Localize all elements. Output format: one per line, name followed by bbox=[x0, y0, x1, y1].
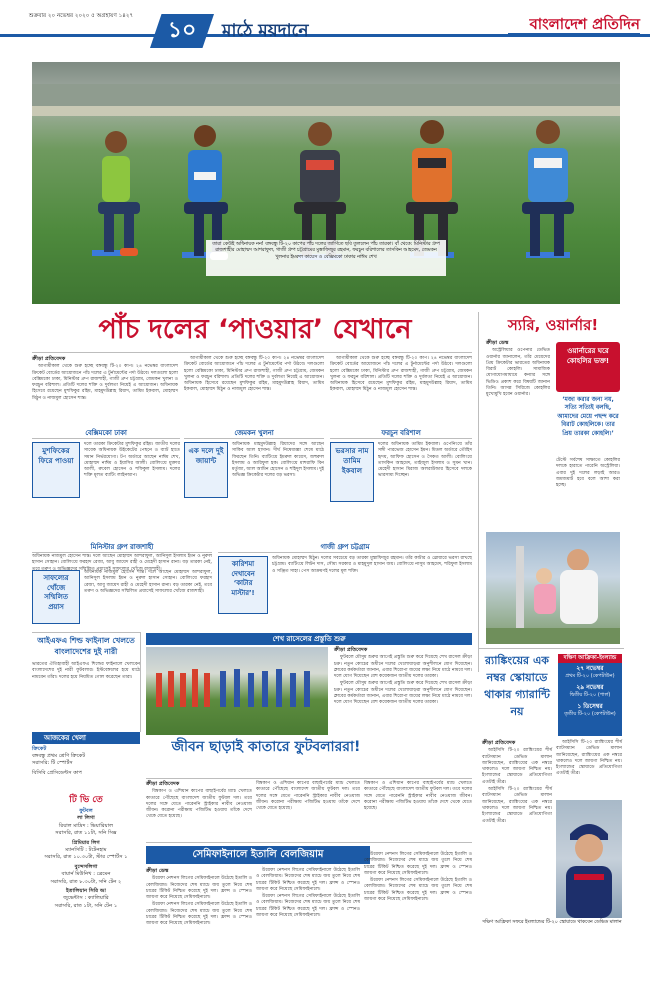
sa-england-box bbox=[558, 654, 622, 736]
date-line: শুক্রবার ২০ নভেম্বর ২০২০ ৫ অগ্রহায়ণ ১৪২৭ bbox=[28, 13, 134, 19]
italy-body-2: উয়েফা নেশনস লিগের সেমিফাইনালে উঠেছে ইতালি ও বেলজিয়াম। নিজেদের শেষ ম্যাচে জয় তুলে নিয়ে শেষ চারের টিকিট নিশ্চিত করেছে দুই দল। ফ্রান্স ও স্পেনও জায়গা করে নিয়েছে সেমিফাইনালে। উয়েফা নেশনস লিগের সেমিফাইনালে উঠেছে ইতালি ও বেলজিয়াম। নিজেদের শেষ ম্যাচে জয় তুলে নিয়ে শেষ চারের টিকিট নিশ্চিত করেছে দুই দল। ফ্রান্স ও স্পেনও জায়গা করে নিয়েছে সেমিফাইনালে। bbox=[256, 868, 360, 919]
main-intro-text: আগামীকাল থেকে শুরু হচ্ছে বঙ্গবন্ধু টি-২০ কাপ। ২৪ নভেম্বর বাংলাদেশ ক্রিকেট বোর্ডের আয়োজনে পাঁচ দলের এ টুর্নামেন্টের পর্দা উঠবে। দলগুলো হলো বেক্সিমকো ঢাকা, মিনিস্টার গ্রুপ রাজশাহী, গাজী গ্রুপ চট্টগ্রাম, জেমকন খুলনা ও ফরচুন বরিশাল। প্রতিটি দলের শক্তি ও দুর্বলতা নিয়েই এ আয়োজন। অধিনায়ক হিসেবে রয়েছেন মুশফিকুর রহিম, মাহমুদউল্লাহ রিয়াদ, তামিম ইকবাল, মোহাম্মদ মিঠুন ও নাজমুল হোসেন শান্ত। bbox=[32, 364, 178, 401]
pull-box-barishal: ভরসার নাম তামিম ইকবাল bbox=[330, 442, 374, 502]
sa-england-row: ১ ডিসেম্বর তৃতীয় টি-২০ (কেপটাউন) bbox=[564, 703, 616, 717]
schedule-cricket: ক্রিকেট বঙ্গবন্ধু প্রথম শ্রেণি ক্রিকেট সরাসরি: টি স্পোর্টস বিসিবি প্রেসিডেন্টস কাপ bbox=[32, 746, 86, 776]
team-box-chattogram bbox=[218, 542, 472, 628]
ranking-headline: র‍্যাঙ্কিংয়ের এক নম্বর স্কোয়াডে থাকার গ্যারান্টি নয় bbox=[484, 654, 550, 718]
pull-box-dhaka: মুশফিকের ফিরে পাওয়া bbox=[32, 442, 80, 498]
player-1 bbox=[92, 131, 140, 256]
warner-body-2: টেস্টে সর্বশেষ সাক্ষাতে কোহলির দলকে হারাতে পারেনি অস্ট্রেলিয়া। এবার দুই দলের লড়াই আরও জমজমাট হবে বলে আশা করা হচ্ছে। bbox=[556, 458, 620, 489]
warner-quote: ‘মজা করার জন্য নয়, সত্যি সত্যিই বলছি, আমাদের মেয়ে পছন্দ করে বিরাট কোহলিকে। তার প্রিয় তারকা কোহলি।’ bbox=[557, 396, 619, 437]
pull-box-rajshahi: সাফল্যের খোঁজে সম্মিলিত প্রয়াস bbox=[32, 570, 80, 624]
qatar-body: ক্রীড়া প্রতিবেদক বিশ্বকাপ ও এশিয়ান কাপের বাছাইপর্বের ম্যাচ খেলতে কাতারে পৌঁছেছে বাংলাদেশ জাতীয় ফুটবল দল। তবে দলের সঙ্গে যেতে পারেননি স্ট্রাইকার নাবীব নেওয়াজ জীবন। করোনা পরীক্ষায় পজিটিভ হওয়ায় তাঁকে দেশে থেকে যেতে হয়েছে। bbox=[146, 781, 252, 820]
qatar-headline: জীবন ছাড়াই কাতারে ফুটবলাররা! bbox=[171, 739, 361, 755]
warner-headline: স্যরি, ওয়ার্নার! bbox=[507, 316, 599, 334]
qatar-body-3: বিশ্বকাপ ও এশিয়ান কাপের বাছাইপর্বের ম্যাচ খেলতে কাতারে পৌঁছেছে বাংলাদেশ জাতীয় ফুটবল দল। তবে দলের সঙ্গে যেতে পারেননি স্ট্রাইকার নাবীব নেওয়াজ জীবন। করোনা পরীক্ষায় পজিটিভ হওয়ায় তাঁকে দেশে থেকে যেতে হয়েছে। bbox=[364, 781, 472, 812]
team-name-chattogram: গাজী গ্রুপ চট্টগ্রাম bbox=[218, 542, 472, 553]
italy-headline-bar bbox=[146, 846, 370, 864]
ranking-byline: ক্রীড়া প্রতিবেদক bbox=[482, 740, 516, 746]
italy-byline: ক্রীড়া ডেস্ক bbox=[146, 868, 169, 874]
team-body-khulna: অধিনায়ক মাহমুদউল্লাহ রিয়াদের সঙ্গে আছেন সাকিব আল হাসান। দীর্ঘ নিষেধাজ্ঞা শেষে মাঠে ফিরছেন তিনি। ব্যাটিংয়ে ইমরুল কায়েস, জহুরুল ইসলাম ও আরিফুল হক। বোলিংয়ে মাশরাফি বিন মর্তুজা, আল আমিন হোসেন ও শহিদুল ইসলাম। দুই অভিজ্ঞ ক্রিকেটার দলের বড় ভরসা। bbox=[232, 442, 324, 479]
section-title: মাঠে ময়দানে bbox=[222, 21, 309, 41]
ranking-body-2: আইসিসি টি-২০ র‍্যাঙ্কিংয়ের শীর্ষ ব্যাটসম্যান ডেভিড মালান জানিয়েছেন, র‍্যাঙ্কিংয়ের এক নম্বরে থাকলেও দলে জায়গা নিশ্চিত নয়। ইংল্যান্ডের স্কোয়াডে প্রতিযোগিতা এতটাই তীব্র। bbox=[556, 740, 622, 777]
photo-caption: তারা কেউই অধিনায়ক নন! বঙ্গবন্ধু টি-২০ কাপের পাঁচ দলের জার্সিতে ছবি তুললেন পাঁচ তারকা। বাঁ থেকে: মিনিস্টার গ্রুপ রাজশাহীর মোহাম্মদ আশরাফুল, গাজী গ্রুপ চট্টগ্রামের মুস্তাফিজুর রহমান, ফরচুন বরিশালের তাসকিন আহমেদ, জেমকন খুলনার ইমরুল কায়েস ও বেক্সিমকো ঢাকার নাঈম শেখ bbox=[212, 242, 440, 260]
main-intro-cont-2: আগামীকাল থেকে শুরু হচ্ছে বঙ্গবন্ধু টি-২০ কাপ। ২৪ নভেম্বর বাংলাদেশ ক্রিকেট বোর্ডের আয়োজনে পাঁচ দলের এ টুর্নামেন্টের পর্দা উঠবে। দলগুলো হলো বেক্সিমকো ঢাকা, মিনিস্টার গ্রুপ রাজশাহী, গাজী গ্রুপ চট্টগ্রাম, জেমকন খুলনা ও ফরচুন বরিশাল। প্রতিটি দলের শক্তি ও দুর্বলতা নিয়েই এ আয়োজন। অধিনায়ক হিসেবে রয়েছেন মুশফিকুর রহিম, মাহমুদউল্লাহ রিয়াদ, তামিম ইকবাল, মোহাম্মদ মিঠুন ও নাজমুল হোসেন শান্ত। bbox=[330, 356, 472, 393]
russel-body: ক্রীড়া প্রতিবেদক ফুটবলে মৌসুম শুরুর আগেই প্রস্তুতি শুরু করে দিয়েছে শেখ রাসেল ক্রীড়া চক্র। নতুন কোচের অধীনে দলের খেলোয়াড়রা অনুশীলনে যোগ দিয়েছেন। ক্লাবের কর্মকর্তারা জানান, এবার শিরোপা জয়ের লক্ষ্য নিয়ে মাঠে নামবে দল। দলে যোগ দিয়েছেন বেশ কয়েকজন জাতীয় দলের তারকা। ফুটবলে মৌসুম শুরুর আগেই প্রস্তুতি শুরু করে দিয়েছে শেখ রাসেল ক্রীড়া চক্র। নতুন কোচের অধীনে দলের খেলোয়াড়রা অনুশীলনে যোগ দিয়েছেন। ক্লাবের কর্মকর্তারা জানান, এবার শিরোপা জয়ের লক্ষ্য নিয়ে মাঠে নামবে দল। দলে যোগ দিয়েছেন বেশ কয়েকজন জাতীয় দলের তারকা। bbox=[334, 647, 472, 706]
sa-england-title: দক্ষিণ আফ্রিকা-ইংল্যান্ড bbox=[558, 654, 622, 663]
russel-banner bbox=[146, 633, 472, 645]
team-box-khulna bbox=[184, 428, 324, 540]
sa-england-row: ২৯ নভেম্বর দ্বিতীয় টি-২০ (পার্ল) bbox=[569, 684, 611, 698]
team-body-rajshahi-cont: অধিনায়ক নাজমুল হোসেন শান্ত। দলে আছেন মোহাম্মদ আশরাফুল, আনিসুল ইসলাম ইমন ও নুরুল হাসান সোহান। বোলিংয়ে ফরহাদ রেজা, আবু জায়েদ রাহী ও মেহেদী হাসান রানা। বড় তারকা নেই, তবে তরুণ ও অভিজ্ঞদের সম্মিলিত প্রয়াসেই সাফল্যের খোঁজে রাজশাহী। bbox=[84, 570, 212, 594]
russel-team-photo bbox=[146, 647, 328, 735]
team-body-chattogram: অধিনায়ক মোহাম্মদ মিঠুন। দলের সবচেয়ে বড় তারকা মুস্তাফিজুর রহমান। তাঁর কাটার ও স্লোয়ারে ভরসা রাখছে চট্টগ্রাম। ব্যাটিংয়ে লিটন দাস, সৌম্য সরকার ও মাহমুদুল হাসান জয়। বোলিংয়ে নাসুম আহমেদ, শরিফুল ইসলাম ও সঞ্জিত সাহা। পেস আক্রমণই দলের মূল শক্তি। bbox=[272, 556, 472, 574]
team-name-khulna: জেমকন খুলনা bbox=[184, 428, 324, 439]
schedule-title-bar bbox=[32, 732, 140, 744]
pull-box-khulna: এক দলে দুই জায়ান্ট bbox=[184, 442, 228, 498]
team-name-barishal: ফরচুন বরিশাল bbox=[330, 428, 472, 439]
malan-caption: দক্ষিণ আফ্রিকা সফরে ইংল্যান্ডের টি-২০ স্কোয়াডে থাকবেন ডেভিড মালান bbox=[482, 920, 622, 925]
masthead-logo: বাংলাদেশ প্রতিদিন bbox=[529, 15, 640, 33]
sa-england-row: ২৭ নভেম্বর প্রথম টি-২০ (কেপটাউন) bbox=[565, 665, 615, 679]
ifa-body: ভারতের ঐতিহ্যবাহী আইএফএ শিল্ডের ফাইনালে খেলবেন বাংলাদেশের দুই নারী ফুটবলার। ইস্টবেঙ্গলের হয়ে মাঠে নামবেন তাঁরা। দলের হয়ে নিয়মিত গোল করেছেন তারা। bbox=[32, 662, 140, 680]
qatar-body-2: বিশ্বকাপ ও এশিয়ান কাপের বাছাইপর্বের ম্যাচ খেলতে কাতারে পৌঁছেছে বাংলাদেশ জাতীয় ফুটবল দল। তবে দলের সঙ্গে যেতে পারেননি স্ট্রাইকার নাবীব নেওয়াজ জীবন। করোনা পরীক্ষায় পজিটিভ হওয়ায় তাঁকে দেশে থেকে যেতে হয়েছে। bbox=[256, 781, 360, 812]
italy-body-3: উয়েফা নেশনস লিগের সেমিফাইনালে উঠেছে ইতালি ও বেলজিয়াম। নিজেদের শেষ ম্যাচে জয় তুলে নিয়ে শেষ চারের টিকিট নিশ্চিত করেছে দুই দল। ফ্রান্স ও স্পেনও জায়গা করে নিয়েছে সেমিফাইনালে। উয়েফা নেশনস লিগের সেমিফাইনালে উঠেছে ইতালি ও বেলজিয়াম। নিজেদের শেষ ম্যাচে জয় তুলে নিয়ে শেষ চারের টিকিট নিশ্চিত করেছে দুই দল। ফ্রান্স ও স্পেনও জায়গা করে নিয়েছে সেমিফাইনালে। bbox=[364, 852, 472, 903]
page-header bbox=[0, 0, 650, 64]
team-body-rajshahi: অধিনায়ক নাজমুল হোসেন শান্ত। দলে আছেন মোহাম্মদ আশরাফুল, আনিসুল ইসলাম ইমন ও নুরুল হাসান সোহান। বোলিংয়ে ফরহাদ রেজা, আবু জায়েদ রাহী ও মেহেদী হাসান রানা। বড় তারকা নেই, তবে তরুণ ও অভিজ্ঞদের সম্মিলিত প্রয়াসেই সাফল্যের খোঁজে রাজশাহী। bbox=[32, 554, 212, 572]
team-box-barishal bbox=[330, 428, 472, 540]
player-4 bbox=[406, 120, 458, 258]
warner-pull-box bbox=[556, 342, 620, 392]
warner-pull-title: ওয়ার্নারের ঘরে কোহলির ভক্ত! bbox=[566, 347, 610, 365]
main-headline: পাঁচ দলের ‘পাওয়ার’ যেখানে bbox=[98, 314, 412, 345]
qatar-byline: ক্রীড়া প্রতিবেদক bbox=[146, 781, 180, 787]
schedule-title: আজকের খেলা bbox=[44, 734, 86, 742]
masthead-underline bbox=[508, 33, 640, 34]
warner-body: ক্রীড়া ডেস্ক অস্ট্রেলিয়ার ওপেনার ডেভিড ওয়ার্নার জানালেন, তাঁর মেয়েদের প্রিয় ক্রিকেটার ভারতের অধিনায়ক বিরাট কোহলি। সামাজিক যোগাযোগমাধ্যমে কন্যার সঙ্গে ভিডিও প্রকাশ করে বিষয়টি জানান তিনি। আসন্ন সিরিজে কোহলির মুখোমুখি হবেন ওয়ার্নার। bbox=[486, 340, 550, 398]
team-body-barishal: দলের অধিনায়ক তামিম ইকবাল। ওপেনিংয়ে তাঁর সঙ্গী পারভেজ হোসেন ইমন। মিডল অর্ডারে তৌহিদ হৃদয়, আফিফ হোসেন ও সৈকত আলী। বোলিংয়ে তাসকিন আহমেদ, তাইজুল ইসলাম ও সুমন খান। মেহেদী হাসান মিরাজ অলরাউন্ডার হিসেবে দলকে ভারসাম্য দিচ্ছেন। bbox=[378, 442, 472, 479]
team-body-dhaka: দলে তারকা ক্রিকেটার মুশফিকুর রহিম। জাতীয় দলের সাবেক অধিনায়ক উইকেটের পেছনে ও ব্যাট হাতে সমান নির্ভরযোগ্য। টপ অর্ডারে আছেন নাঈম শেখ, মোহাম্মদ নাঈম ও ইয়াসির আলী। বোলিংয়ে মুক্তার আলী, রুবেল হোসেন ও শফিকুল ইসলাম। দলের শক্তি মূলত ব্যাটিং লাইনআপ। bbox=[84, 442, 180, 479]
main-intro-cont: আগামীকাল থেকে শুরু হচ্ছে বঙ্গবন্ধু টি-২০ কাপ। ২৪ নভেম্বর বাংলাদেশ ক্রিকেট বোর্ডের আয়োজনে পাঁচ দলের এ টুর্নামেন্টের পর্দা উঠবে। দলগুলো হলো বেক্সিমকো ঢাকা, মিনিস্টার গ্রুপ রাজশাহী, গাজী গ্রুপ চট্টগ্রাম, জেমকন খুলনা ও ফরচুন বরিশাল। প্রতিটি দলের শক্তি ও দুর্বলতা নিয়েই এ আয়োজন। অধিনায়ক হিসেবে রয়েছেন মুশফিকুর রহিম, মাহমুদউল্লাহ রিয়াদ, তামিম ইকবাল, মোহাম্মদ মিঠুন ও নাজমুল হোসেন শান্ত। bbox=[184, 356, 324, 393]
warner-byline: ক্রীড়া ডেস্ক bbox=[486, 340, 509, 346]
italy-body: ক্রীড়া ডেস্ক উয়েফা নেশনস লিগের সেমিফাইনালে উঠেছে ইতালি ও বেলজিয়াম। নিজেদের শেষ ম্যাচে জয় তুলে নিয়ে শেষ চারের টিকিট নিশ্চিত করেছে দুই দল। ফ্রান্স ও স্পেনও জায়গা করে নিয়েছে সেমিফাইনালে। উয়েফা নেশনস লিগের সেমিফাইনালে উঠেছে ইতালি ও বেলজিয়াম। নিজেদের শেষ ম্যাচে জয় তুলে নিয়ে শেষ চারের টিকিট নিশ্চিত করেছে দুই দল। ফ্রান্স ও স্পেনও জায়গা করে নিয়েছে সেমিফাইনালে। bbox=[146, 868, 252, 927]
warner-family-photo bbox=[486, 532, 620, 644]
team-box-dhaka bbox=[32, 428, 180, 540]
ranking-body: ক্রীড়া প্রতিবেদক আইসিসি টি-২০ র‍্যাঙ্কিংয়ের শীর্ষ ব্যাটসম্যান ডেভিড মালান জানিয়েছেন, র‍্যাঙ্কিংয়ের এক নম্বরে থাকলেও দলে জায়গা নিশ্চিত নয়। ইংল্যান্ডের স্কোয়াডে প্রতিযোগিতা এতটাই তীব্র। আইসিসি টি-২০ র‍্যাঙ্কিংয়ের শীর্ষ ব্যাটসম্যান ডেভিড মালান জানিয়েছেন, র‍্যাঙ্কিংয়ের এক নম্বরে থাকলেও দলে জায়গা নিশ্চিত নয়। ইংল্যান্ডের স্কোয়াডে প্রতিযোগিতা এতটাই তীব্র। bbox=[482, 740, 552, 824]
page-number: ১০ bbox=[167, 18, 197, 43]
team-captains-photo bbox=[32, 62, 620, 304]
player-5 bbox=[522, 120, 574, 258]
tv-listings: ফুটবল লা লিগা রিয়াল মাদ্রিদ : ভিয়ারিয়াল সরাসরি, রাত ১১টা, সনি সিক্স প্রিমিয়ার লিগ ম্যানসিটি : টটেনহাম সরাসরি, রাত ১০.৩০টা, স্টার স্পোর্টস ১ বুন্দেসলিগা বায়ার্ন মিউনিখ : ব্রেমেন সরাসরি, রাত ৮.৩০টা, সনি টেন ২ ইতালিয়ান সিরি আ জুভেন্টাস : ক্যালিয়ারি সরাসরি, রাত ১টা, সনি টেন ১ bbox=[44, 808, 128, 909]
main-intro bbox=[32, 356, 178, 426]
ifa-headline: আইএফএ শিল্ড ফাইনাল খেলতে বাংলাদেশের দুই নারী bbox=[37, 636, 135, 656]
russel-banner-text: শেখ রাসেলের প্রস্তুতি শুরু bbox=[272, 635, 346, 643]
malan-photo bbox=[556, 800, 622, 918]
main-byline: ক্রীড়া প্রতিবেদক bbox=[32, 356, 66, 362]
tv-title: টি ভি তে bbox=[69, 795, 103, 805]
pull-box-chattogram: কারিশমা দেখাবেন ‘কাটার মাস্টার’! bbox=[218, 556, 268, 614]
italy-headline: সেমিফাইনালে ইতালি বেলজিয়াম bbox=[192, 849, 324, 860]
team-box-rajshahi bbox=[32, 542, 212, 628]
team-name-rajshahi: মিনিস্টার গ্রুপ রাজশাহী bbox=[32, 542, 212, 553]
russel-byline: ক্রীড়া প্রতিবেদক bbox=[334, 647, 368, 653]
team-name-dhaka: বেক্সিমকো ঢাকা bbox=[32, 428, 180, 439]
